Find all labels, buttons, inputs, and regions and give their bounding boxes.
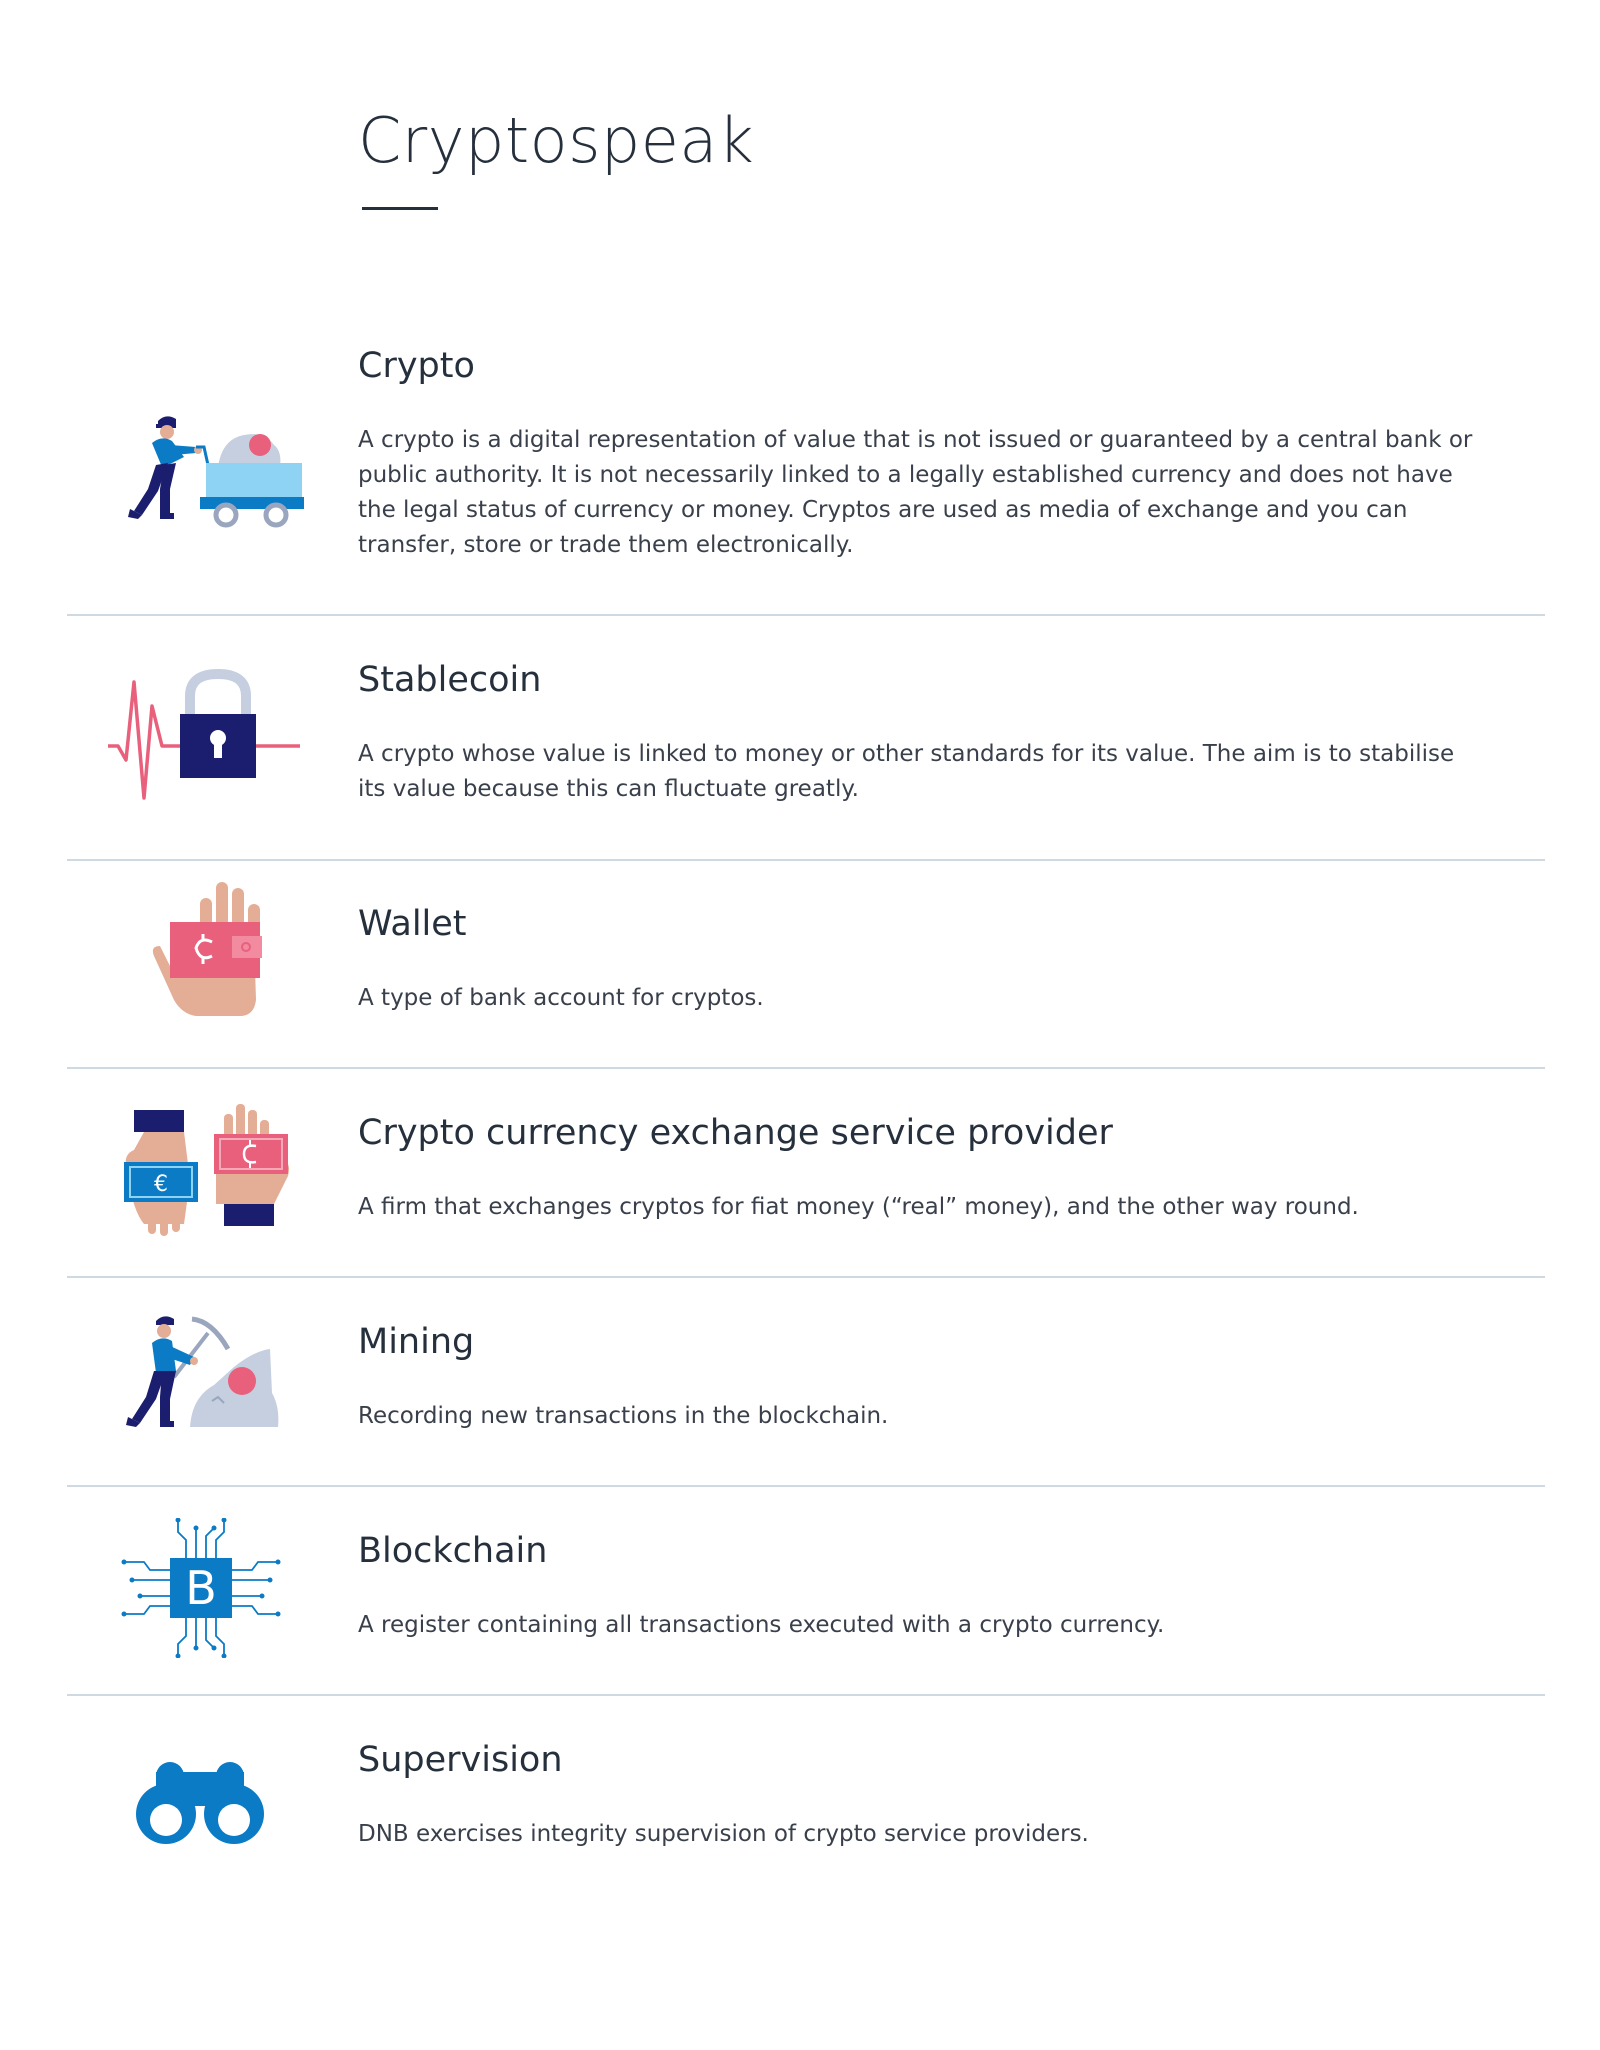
section-divider [67, 1067, 1545, 1069]
section-divider [67, 1485, 1545, 1487]
term-heading: Blockchain [358, 1531, 548, 1571]
term-definition: A register containing all transactions executed with a crypto currency. [358, 1612, 1165, 1638]
chip-letter: B [185, 1561, 217, 1615]
miner-with-pickaxe-icon [104, 1307, 304, 1447]
term-heading: Mining [358, 1322, 475, 1362]
svg-text:€: € [154, 1172, 168, 1197]
section-divider [67, 614, 1545, 616]
term-heading: Crypto currency exchange service provider [358, 1113, 1113, 1153]
term-heading: Wallet [358, 904, 467, 944]
miner-with-cart-icon [104, 405, 304, 545]
hands-exchanging-money-icon [104, 1100, 304, 1240]
section-divider [67, 1276, 1545, 1278]
term-definition: A crypto is a digital representation of value that is not issued or guaranteed by a central bank or public authority. It is not necessarily linked to a legally established currency and does not have the legal status of currency or money. Cryptos are used as media of exchange and you can transfer, store or trade them electronically. [358, 427, 1473, 558]
section-divider [67, 859, 1545, 861]
padlock-heartbeat-icon [104, 666, 304, 806]
term-definition: Recording new transactions in the blockchain. [358, 1403, 889, 1429]
term-definition: A firm that exchanges cryptos for fiat money (“real” money), and the other way round. [358, 1194, 1359, 1220]
term-definition: A crypto whose value is linked to money or other standards for its value. The aim is to stabilise its value because this can fluctuate greatly. [358, 741, 1455, 802]
section-divider [67, 1694, 1545, 1696]
binoculars-icon [104, 1728, 304, 1868]
term-heading: Stablecoin [358, 660, 542, 700]
term-definition: DNB exercises integrity supervision of crypto service providers. [358, 1821, 1089, 1847]
hand-holding-wallet-icon [104, 880, 304, 1020]
term-heading: Supervision [358, 1740, 563, 1780]
term-definition: A type of bank account for cryptos. [358, 985, 764, 1011]
page-title: Cryptospeak [358, 104, 755, 177]
title-underline [362, 207, 438, 210]
term-heading: Crypto [358, 346, 475, 386]
blockchain-chip-icon [104, 1518, 304, 1658]
